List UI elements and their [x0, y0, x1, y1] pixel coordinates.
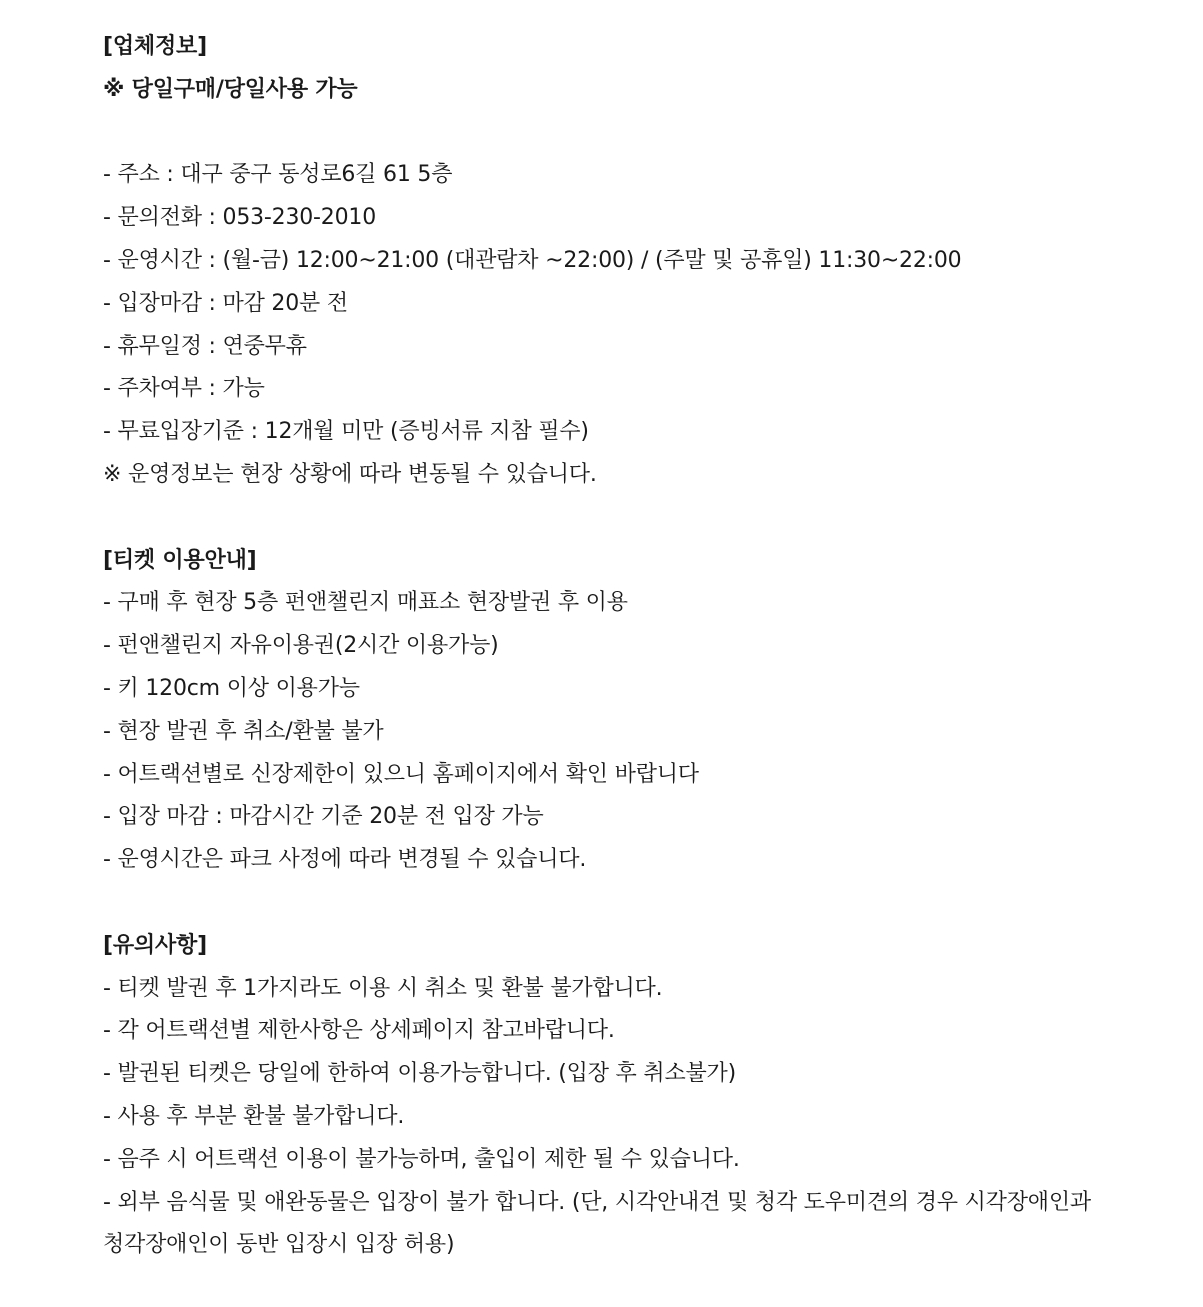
- spacer: [103, 112, 1183, 155]
- ticket-guide-item: - 구매 후 현장 5층 펀앤챌린지 매표소 현장발권 후 이용: [103, 590, 628, 616]
- ticket-guide-item: - 어트랙션별로 신장제한이 있으니 홈페이지에서 확인 바랍니다: [103, 761, 699, 787]
- ticket-guide-item: - 운영시간은 파크 사정에 따라 변경될 수 있습니다.: [103, 847, 587, 873]
- ticket-guide-item: - 키 120cm 이상 이용가능: [103, 675, 360, 701]
- caution-item-outside-food: - 외부 음식물 및 애완동물은 입장이 불가 합니다. (단, 시각안내견 및 청각 도우미견의 경우 시각장애인과 청각장애인이 동반 입장시 입장 허용): [103, 1189, 1091, 1258]
- ticket-guide-item: - 현장 발권 후 취소/환불 불가: [103, 718, 384, 744]
- caution-heading: [유의사항]: [103, 932, 207, 958]
- caution-item: - 각 어트랙션별 제한사항은 상세페이지 참고바랍니다.: [103, 1018, 615, 1044]
- company-info-entry-deadline: - 입장마감 : 마감 20분 전: [103, 290, 348, 316]
- caution-item: - 발권된 티켓은 당일에 한하여 이용가능합니다. (입장 후 취소불가): [103, 1061, 736, 1087]
- product-info-document: [103, 26, 1183, 1267]
- spacer: [103, 882, 1183, 925]
- caution-item: - 음주 시 어트랙션 이용이 불가능하며, 출입이 제한 될 수 있습니다.: [103, 1146, 740, 1172]
- company-info-phone: - 문의전화 : 053-230-2010: [103, 205, 376, 231]
- spacer: [103, 497, 1183, 540]
- company-info-parking: - 주차여부 : 가능: [103, 376, 265, 402]
- ticket-guide-item: - 입장 마감 : 마감시간 기준 20분 전 입장 가능: [103, 804, 544, 830]
- company-info-closed-days: - 휴무일정 : 연중무휴: [103, 333, 307, 359]
- company-info-heading: [업체정보]: [103, 34, 207, 59]
- company-info-change-notice: ※ 운영정보는 현장 상황에 따라 변동될 수 있습니다.: [103, 461, 597, 487]
- company-info-free-entry: - 무료입장기준 : 12개월 미만 (증빙서류 지참 필수): [103, 419, 589, 445]
- ticket-guide-heading: [티켓 이용안내]: [103, 547, 257, 573]
- company-info-hours: - 운영시간 : (월-금) 12:00~21:00 (대관람차 ~22:00) / (주말 및 공휴일) 11:30~22:00: [103, 247, 962, 273]
- same-day-notice: ※ 당일구매/당일사용 가능: [103, 76, 358, 102]
- company-info-address: - 주소 : 대구 중구 동성로6길 61 5층: [103, 162, 453, 188]
- caution-item: - 사용 후 부분 환불 불가합니다.: [103, 1103, 405, 1129]
- ticket-guide-item: - 펀앤챌린지 자유이용권(2시간 이용가능): [103, 633, 499, 659]
- caution-item: - 티켓 발권 후 1가지라도 이용 시 취소 및 환불 불가합니다.: [103, 975, 663, 1001]
